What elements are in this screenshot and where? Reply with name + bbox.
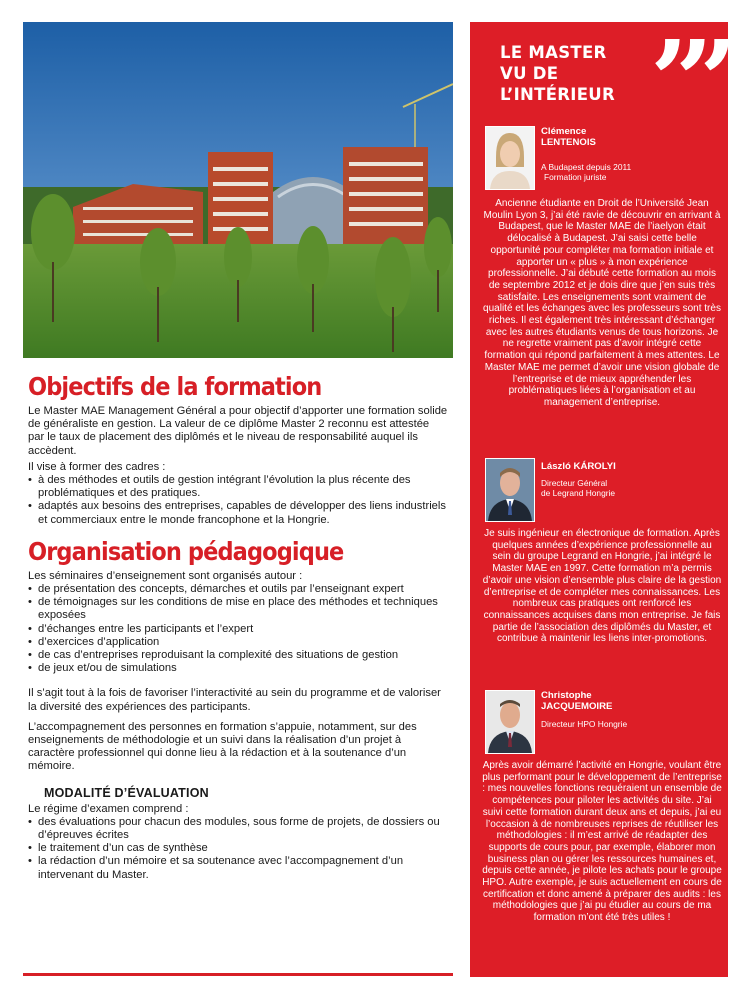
person-info — [541, 478, 615, 498]
testimonials-sidebar — [470, 16, 749, 977]
person-name — [541, 462, 616, 473]
list-item: • de présentation des concepts, démarches et outils par l’enseignant expert — [28, 583, 448, 596]
info-line: Directeur Général — [541, 478, 608, 488]
heading-line: LE MASTER — [500, 43, 607, 62]
info-line: de Legrand Hongrie — [541, 488, 616, 498]
avatar — [485, 126, 535, 190]
list-item: • de témoignages sur les conditions de mise en place des méthodes et techniques exposées — [28, 596, 448, 622]
main-content — [28, 372, 448, 882]
organisation-lead: Les séminaires d’enseignement sont organisés autour : — [28, 569, 303, 582]
info-line: Formation juriste — [544, 172, 607, 182]
campus-illustration — [23, 22, 453, 358]
list-item: • à des méthodes et outils de gestion intégrant l’évolution la plus récente des problématiques et des pratiques. — [28, 474, 448, 500]
objectifs-list — [28, 474, 448, 527]
list-item: • de cas d’entreprises reproduisant la complexité des situations de gestion — [28, 649, 448, 662]
list-item: • adaptés aux besoins des entreprises, capables de développer des liens industriels et commerciaux entre le monde francophone et la Hongrie. — [28, 500, 448, 526]
list-item: • d’exercices d’application — [28, 636, 448, 649]
sidebar-heading — [500, 42, 615, 105]
last-name: JACQUEMOIRE — [541, 700, 613, 712]
quote-mark-icon — [650, 16, 749, 145]
bottom-rule — [23, 973, 453, 976]
avatar — [485, 690, 535, 754]
testimonial-text: Je suis ingénieur en électronique de formation. Après quelques années d’expérience professionnelle au sein du groupe Legrand en Hongrie, j’ai intégré le Master MAE en 1997. Cette formation m’a permis d’avoir une vision d’ensemble plus claire de la gestion d’entreprise et de compléter mes connaissances. Les nombreux cas pratiques ont renforcé les connaissances acquises dans mon entreprise. Je fais partie de l’association des diplômés du Master, et contribue à maintenir les liens inter-promotions. — [482, 528, 722, 645]
heading-line: VU DE — [500, 64, 559, 83]
list-item: • des évaluations pour chacun des modules, sous forme de projets, de dossiers ou d’épreuves écrites — [28, 816, 448, 842]
list-item: • le traitement d’un cas de synthèse — [28, 842, 448, 855]
info-line: A Budapest depuis 2011 — [541, 162, 632, 172]
objectifs-lead: Il vise à former des cadres : — [28, 460, 166, 473]
list-item: • d’échanges entre les participants et l’expert — [28, 623, 448, 636]
person-name — [541, 691, 612, 712]
campus-photo — [23, 22, 453, 358]
testimonial-text: Après avoir démarré l’activité en Hongrie, voulant être plus performant pour le développement de l’entreprise : mes nouvelles fonctions requéraient un ensemble de compétences pour piloter les activités du site. J’ai suivi cette formation durant deux ans et depuis, j’ai eu l’occasion à de nombreuses reprises de réutiliser les méthodologies : il m’est arrivé de réadapter des supports de cours pour, par exemple, élaborer mon business plan ou gérer les ressources humaines et, depuis cette année, je pilote les achats pour le groupe HPO. Autre exemple, je suis actuellement en cours de certification et donc amené à préparer des audits : les méthodologies que j’ai pu étudier au cours de ma formation m’ont été très utiles ! — [482, 760, 722, 924]
avatar — [485, 458, 535, 522]
first-name: Clémence — [541, 126, 587, 137]
quote-glyph: ” — [650, 16, 700, 145]
person-info — [541, 719, 627, 729]
list-item: • la rédaction d’un mémoire et sa soutenance avec l’accompagnement d’un intervenant du Master. — [28, 855, 448, 881]
evaluation-lead: Le régime d’examen comprend : — [28, 802, 189, 815]
objectifs-title: Objectifs de la formation — [28, 372, 322, 401]
full-name: László KÁROLYI — [541, 461, 616, 472]
objectifs-intro: Le Master MAE Management Général a pour objectif d’apporter une formation solide de généraliste en gestion. La valeur de ce diplôme Master 2 reconnu est attestée par le taux de placement des diplômés et le niveau de responsabilité auquel ils accèdent. — [28, 405, 448, 457]
evaluation-title: MODALITÉ D’ÉVALUATION — [44, 785, 209, 800]
info-line: Directeur HPO Hongrie — [541, 719, 628, 729]
last-name: LENTENOIS — [541, 136, 596, 148]
heading-line: L’INTÉRIEUR — [500, 85, 615, 104]
organisation-list — [28, 583, 448, 675]
person-name — [541, 127, 596, 148]
evaluation-list — [28, 816, 448, 882]
organisation-para1: Il s’agit tout à la fois de favoriser l’interactivité au sein du programme et de valoriser la diversité des expériences des participants. — [28, 687, 441, 713]
first-name: Christophe — [541, 690, 592, 701]
quote-glyph: ” — [699, 16, 749, 145]
organisation-title: Organisation pédagogique — [28, 536, 344, 566]
person-info — [541, 162, 631, 182]
list-item: • de jeux et/ou de simulations — [28, 662, 448, 675]
organisation-para2: L’accompagnement des personnes en formation s’appuie, notamment, sur des enseignements de méthodologie et un suivi dans la réalisation d’un projet à caractère professionnel qui donne lieu à la rédaction et à la soutenance d’un mémoire. — [28, 720, 417, 773]
testimonial-text: Ancienne étudiante en Droit de l’Université Jean Moulin Lyon 3, j’ai été ravie de découvrir en arrivant à Budapest, que le Master MAE de l’iaelyon était délocalisé à Budapest. J’ai saisi cette belle opportunité pour compléter ma formation initiale et apporter un « plus » à mon expérience professionnelle. J’ai débuté cette formation au mois de septembre 2012 et je dois dire que j’en suis très satisfaite. Les enseignements sont vraiment de qualité et les échanges avec les professeurs sont très riches. Il est également très intéressant d’échanger avec les autres étudiants venus de tous horizons. Je ne regrette vraiment pas d’avoir intégré cette formation qui répond parfaitement à mes attentes. Le Master MAE me permet d’avoir une vision globale de l’entreprise et de mieux appréhender les problématiques liées à l’organisation et au management d’entreprise. — [483, 198, 721, 408]
